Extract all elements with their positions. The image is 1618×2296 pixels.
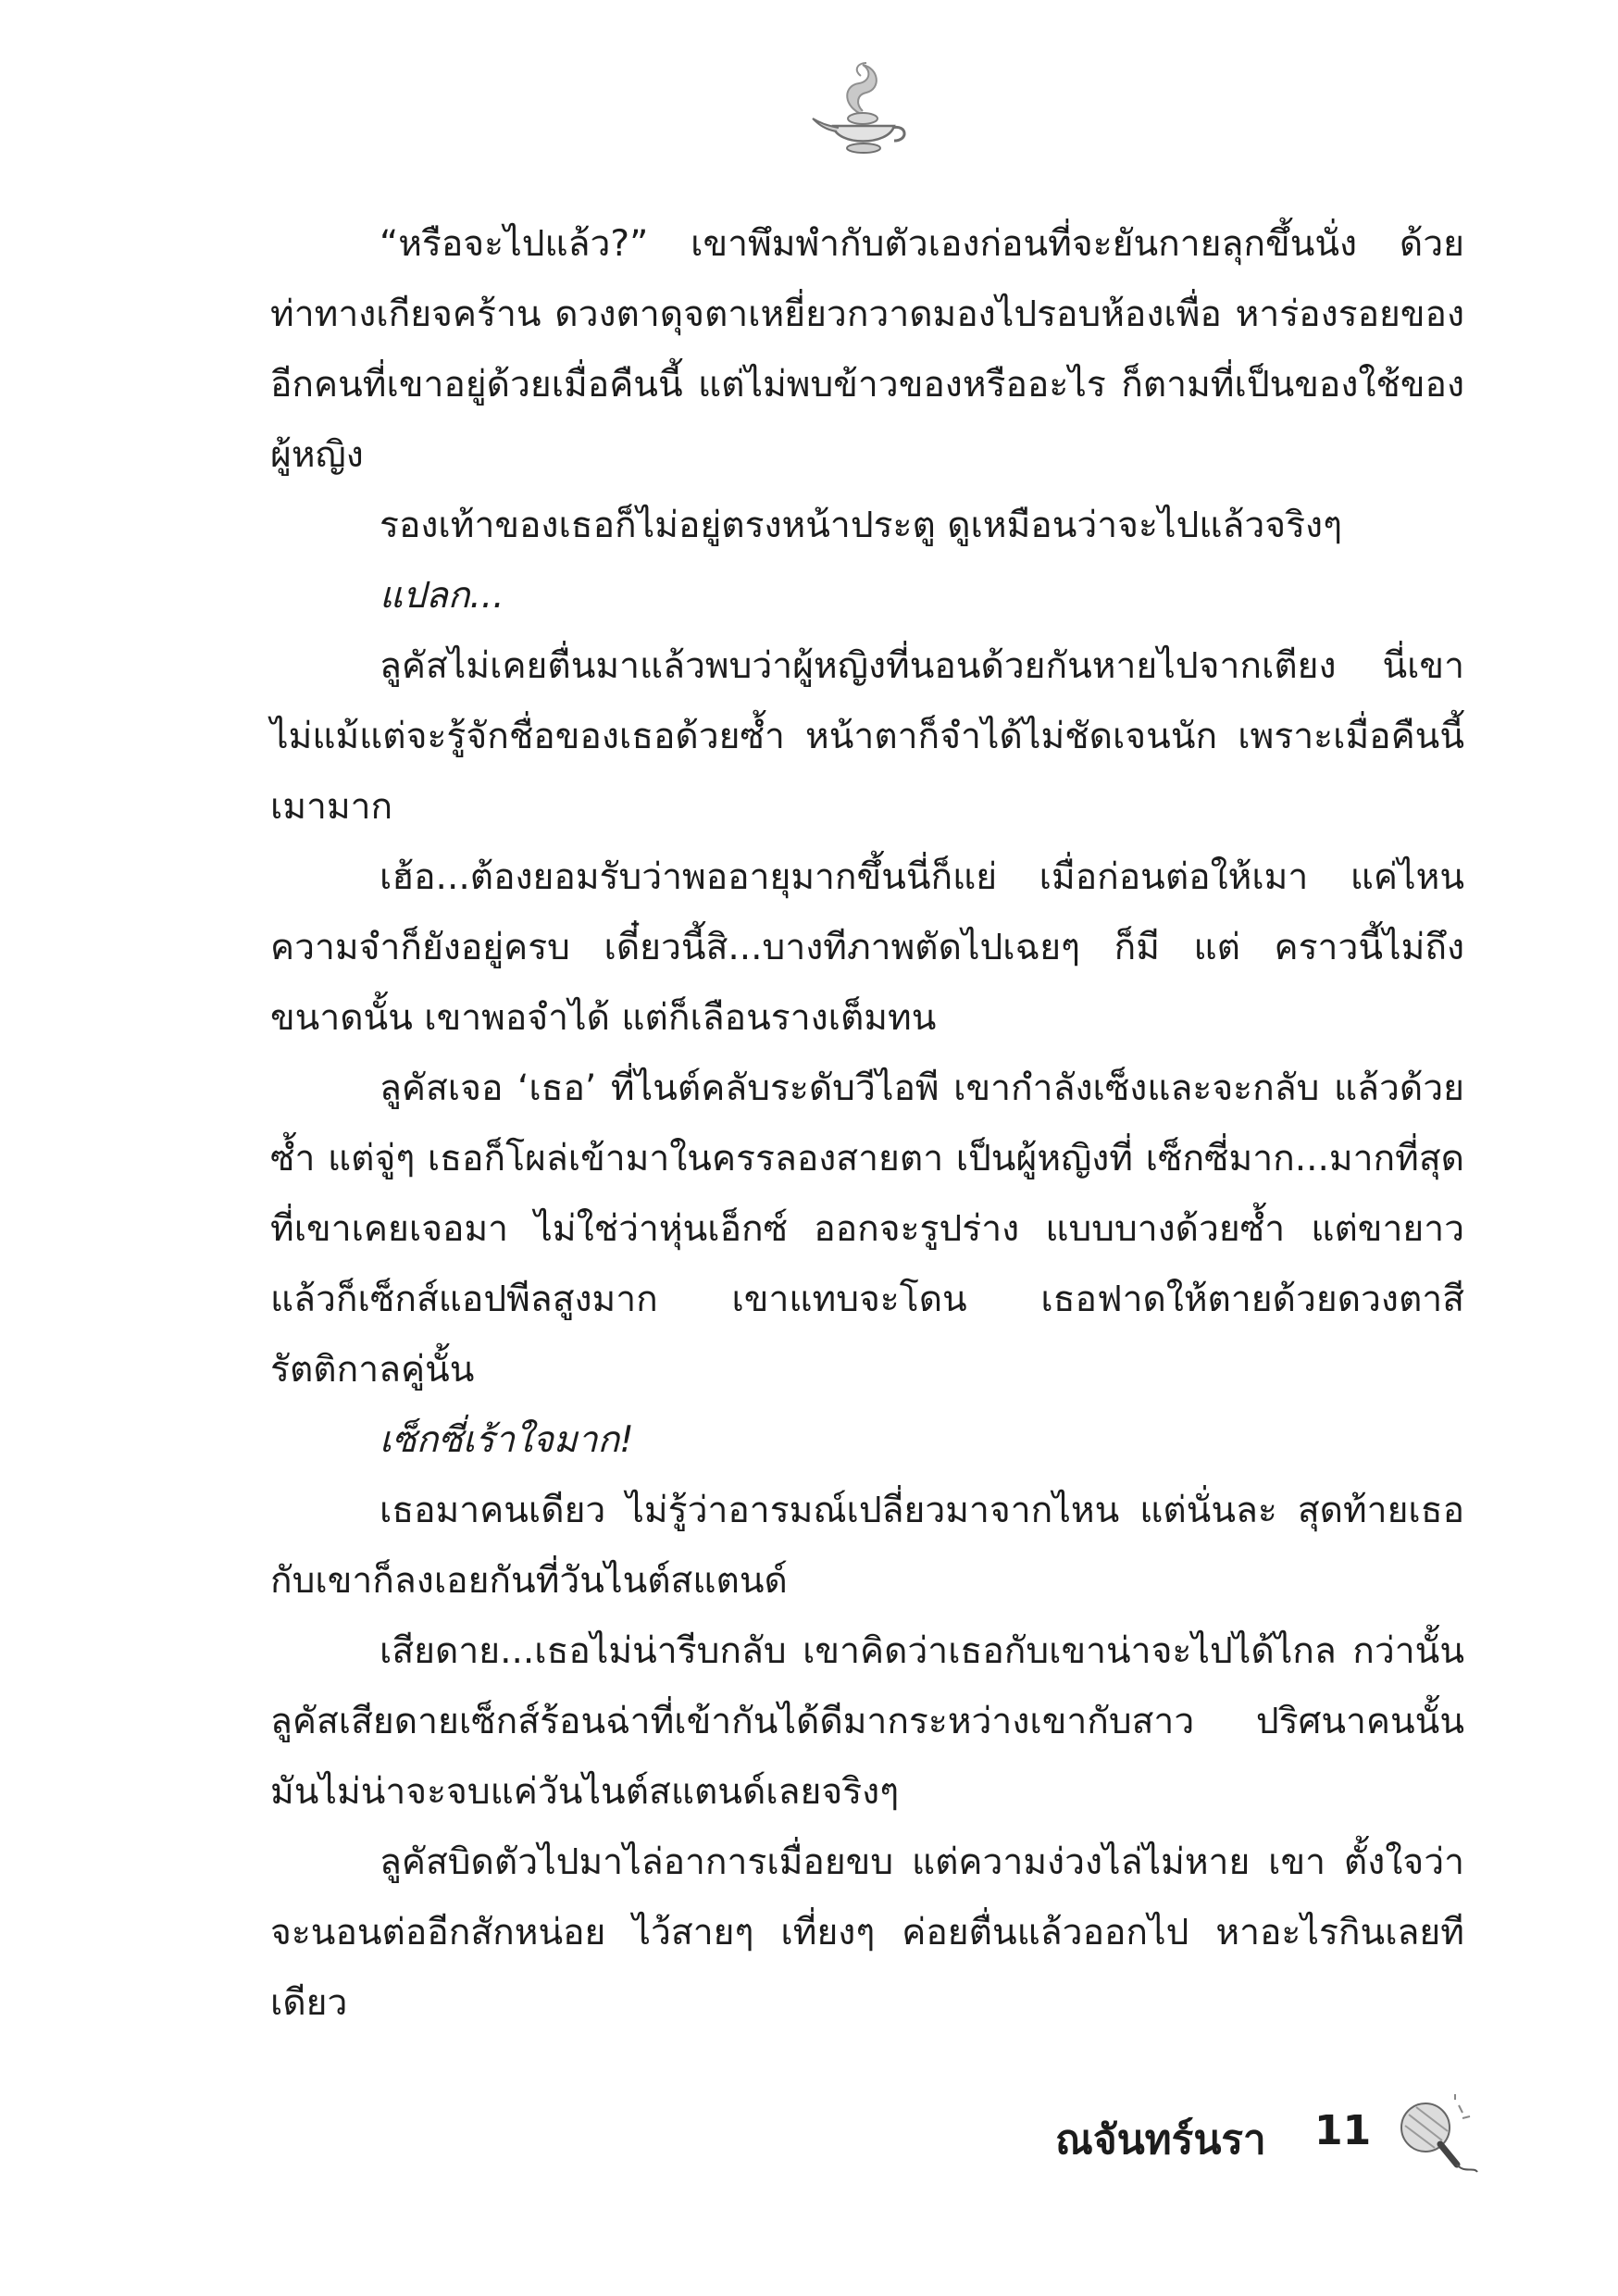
story-text [270, 209, 1464, 2039]
paragraph: เซ็กซี่เร้าใจมาก! [380, 1419, 634, 1461]
paragraph: ลูคัสบิดตัวไปมาไล่อาการเมื่อยขบ แต่ความง่วงไล่ไม่หาย เขา ตั้งใจว่าจะนอนต่ออีกสักหน่อย ไว้สายๆ เที่ยงๆ ค่อยตื่นแล้วออกไป หาอะไรกินเลยทีเดียว [270, 1841, 1464, 2024]
paragraph: เธอมาคนเดียว ไม่รู้ว่าอารมณ์เปลี่ยวมาจากไหน แต่นั่นละ สุดท้ายเธอกับเขาก็ลงเอยกันที่วันไนต์สแตนด์ [270, 1490, 1464, 1602]
page-number: 11 [1314, 2107, 1372, 2154]
paragraph: รองเท้าของเธอก็ไม่อยู่ตรงหน้าประตู ดูเหมือนว่าจะไปแล้วจริงๆ [380, 505, 1343, 546]
paragraph: “หรือจะไปแล้ว?” เขาพึมพำกับตัวเองก่อนที่จะยันกายลุกขึ้นนั่ง ด้วยท่าทางเกียจคร้าน ดวงตาดุจตาเหยี่ยวกวาดมองไปรอบห้องเพื่อ หาร่องรอยของอีกคนที่เขาอยู่ด้วยเมื่อคืนนี้ แต่ไม่พบข้าวของหรืออะไร ก็ตามที่เป็นของใช้ของผู้หญิง [270, 223, 1464, 476]
author-name: ณจันทร์นรา [1055, 2116, 1266, 2164]
genie-lamp-icon [805, 57, 915, 167]
paragraph: ลูคัสไม่เคยตื่นมาแล้วพบว่าผู้หญิงที่นอนด้วยกันหายไปจากเตียง นี่เขาไม่แม้แต่จะรู้จักชื่อของเธอด้วยซ้ำ หน้าตาก็จำได้ไม่ชัดเจนนัก เพราะเมื่อคืนนี้เมามาก [270, 645, 1464, 828]
paragraph: เฮ้อ...ต้องยอมรับว่าพออายุมากขึ้นนี่ก็แย่ เมื่อก่อนต่อให้เมา แค่ไหนความจำก็ยังอยู่ครบ เดี๋ยวนี้สิ...บางทีภาพตัดไปเฉยๆ ก็มี แต่ คราวนี้ไม่ถึงขนาดนั้น เขาพอจำได้ แต่ก็เลือนรางเต็มทน [270, 856, 1464, 1039]
paragraph: เสียดาย...เธอไม่น่ารีบกลับ เขาคิดว่าเธอกับเขาน่าจะไปได้ไกล กว่านั้น ลูคัสเสียดายเซ็กส์ร้อนฉ่าที่เข้ากันได้ดีมากระหว่างเขากับสาว ปริศนาคนนั้น มันไม่น่าจะจบแค่วันไนต์สแตนด์เลยจริงๆ [270, 1630, 1464, 1813]
paragraph: แปลก... [380, 575, 504, 617]
page-footer [1037, 2094, 1518, 2177]
paragraph: ลูคัสเจอ ‘เธอ’ ที่ไนต์คลับระดับวีไอพี เขากำลังเซ็งและจะกลับ แล้วด้วยซ้ำ แต่จู่ๆ เธอก็โผล่เข้ามาในครรลองสายตา เป็นผู้หญิงที่ เซ็กซี่มาก...มากที่สุดที่เขาเคยเจอมา ไม่ใช่ว่าหุ่นเอ็กซ์ ออกจะรูปร่าง แบบบางด้วยซ้ำ แต่ขายาว แล้วก็เซ็กส์แอปพีลสูงมาก เขาแทบจะโดน เธอฟาดให้ตายด้วยดวงตาสีรัตติกาลคู่นั้น [270, 1067, 1464, 1391]
microphone-icon [1388, 2094, 1481, 2177]
